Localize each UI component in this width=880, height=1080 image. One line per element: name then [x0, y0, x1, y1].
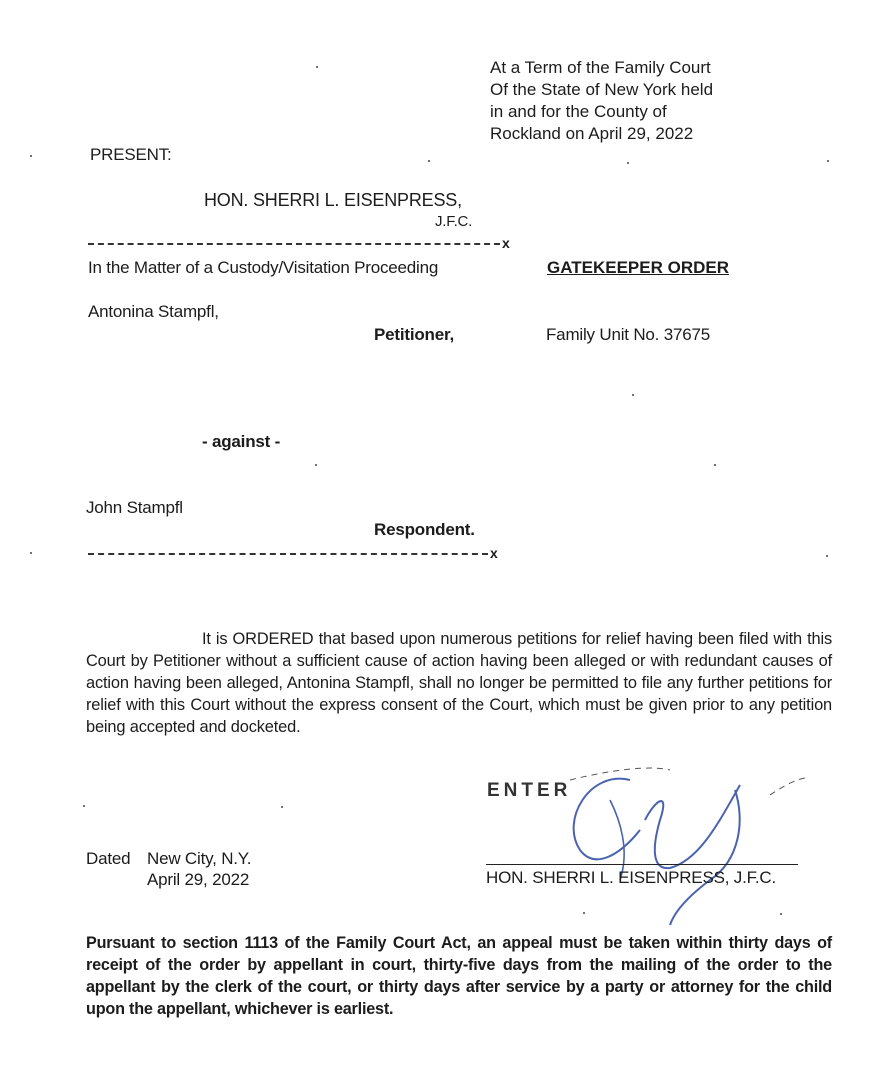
- scan-speck: [780, 913, 782, 915]
- respondent-name: John Stampfl: [86, 498, 183, 517]
- dated-place: New City, N.Y.: [147, 849, 252, 868]
- court-term-line-3: in and for the County of: [490, 102, 667, 121]
- scan-speck: [281, 806, 283, 808]
- court-term-line-1: At a Term of the Family Court: [490, 58, 711, 77]
- scan-speck: [30, 155, 32, 157]
- scan-speck: [83, 805, 85, 807]
- order-body: It is ORDERED that based upon numerous petitions for relief having been filed with this Court by Petitioner without a sufficient cause of action having been alleged or with redundant causes of action having been alleged, Antonina Stampfl, shall no longer be permitted to file any further petitions for relief with this Court without the express consent of the Court, which must be given prior to any petition being accepted and docketed.: [86, 630, 832, 736]
- petitioner-role: Petitioner,: [374, 325, 454, 344]
- scan-speck: [714, 464, 716, 466]
- scan-speck: [632, 394, 634, 396]
- family-unit-number: Family Unit No. 37675: [546, 325, 710, 344]
- scan-speck: [428, 160, 430, 162]
- scan-speck: [316, 66, 318, 68]
- dated-date: April 29, 2022: [147, 870, 250, 889]
- court-term-heading: [490, 57, 713, 145]
- scan-speck: [627, 162, 629, 164]
- court-term-line-2: Of the State of New York held: [490, 80, 714, 99]
- caption-top-divider: [88, 243, 500, 245]
- judge-title: J.F.C.: [435, 213, 473, 230]
- scan-speck: [826, 555, 828, 557]
- signature-block: HON. SHERRI L. EISENPRESS, J.F.C.: [486, 868, 777, 887]
- court-term-line-4: Rockland on April 29, 2022: [490, 124, 694, 143]
- order-title: GATEKEEPER ORDER: [547, 258, 729, 277]
- handwritten-signature: [470, 760, 810, 930]
- scan-speck: [30, 552, 32, 554]
- enter-label: ENTER: [487, 780, 572, 801]
- against-label: - against -: [202, 432, 281, 451]
- scan-speck: [827, 160, 829, 162]
- dated-label: Dated: [86, 849, 131, 868]
- matter-caption: In the Matter of a Custody/Visitation Proceeding: [88, 258, 439, 277]
- appeal-notice: Pursuant to section 1113 of the Family Court Act, an appeal must be taken within thirty days of receipt of the order by appellant in court, thirty-five days from the mailing of the order to the appellant by the clerk of the court, or thirty days after service by a party or attorney for the child upon the appellant, whichever is earliest.: [86, 934, 832, 1018]
- respondent-role: Respondent.: [374, 520, 475, 539]
- caption-top-x: x: [502, 235, 510, 251]
- caption-bottom-divider: [88, 553, 488, 555]
- signature-line: [486, 864, 798, 865]
- judge-name: HON. SHERRI L. EISENPRESS,: [204, 190, 462, 210]
- petitioner-name: Antonina Stampfl,: [88, 302, 219, 321]
- scan-speck: [315, 464, 317, 466]
- caption-bottom-x: x: [490, 545, 498, 561]
- scan-speck: [583, 912, 585, 914]
- present-label: PRESENT:: [90, 145, 172, 164]
